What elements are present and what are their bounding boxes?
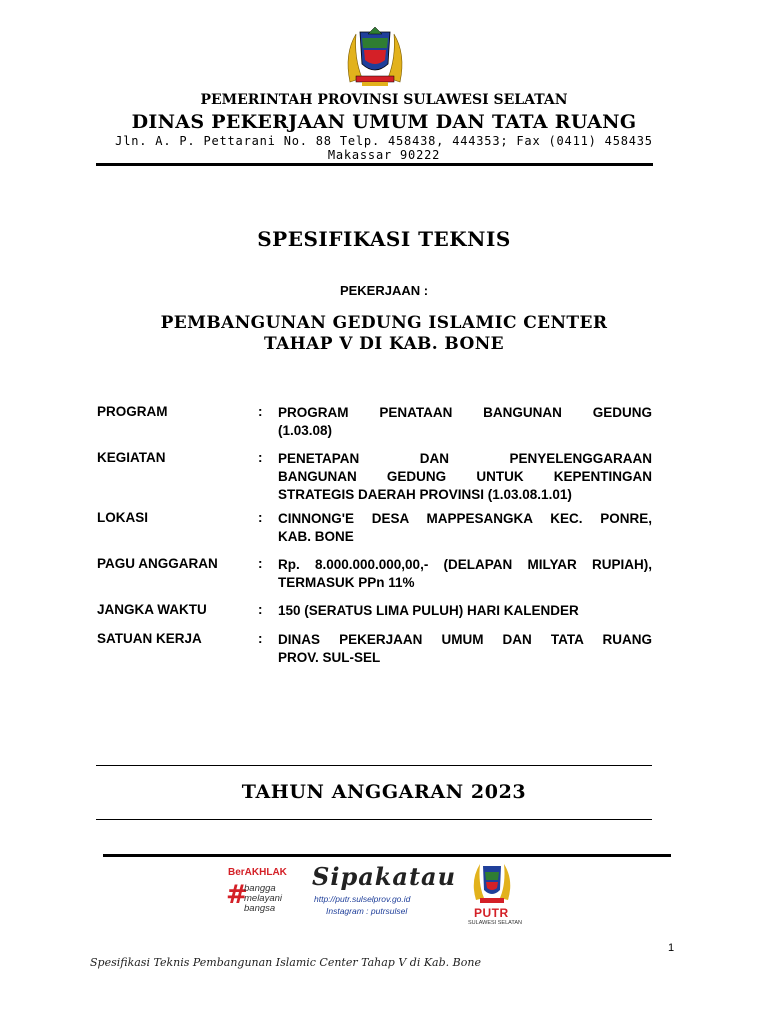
divider-top [96, 765, 652, 766]
berakhlak-logo: BerAKHLAK [228, 867, 287, 878]
bangga-line1: bangga [244, 883, 276, 894]
logo-strip [224, 862, 524, 930]
hashtag-icon: # [226, 880, 248, 910]
info-value-line: PROV. SUL-SEL [278, 650, 381, 665]
header-city: Makassar 90222 [327, 148, 441, 162]
putr-logo-text: PUTR [474, 906, 509, 920]
info-value [278, 450, 652, 504]
info-value-line: KAB. BONE [278, 529, 354, 544]
project-title-line2: TAHAP V DI KAB. BONE [263, 334, 505, 354]
header-address: Jln. A. P. Pettarani No. 88 Telp. 458438, 444353; Fax (0411) 458435 [115, 134, 653, 148]
header-agency: DINAS PEKERJAAN UMUM DAN TATA RUANG [131, 111, 637, 133]
info-label: JANGKA WAKTU [97, 602, 207, 617]
info-value-line: TERMASUK PPn 11% [278, 575, 415, 590]
info-value-line: PROGRAM PENATAAN BANGUNAN GEDUNG [278, 405, 652, 420]
sipakatau-logo: Sipakatau [312, 862, 457, 891]
info-value-line: STRATEGIS DAERAH PROVINSI (1.03.08.1.01) [278, 487, 572, 502]
header-divider [96, 163, 653, 166]
info-label: KEGIATAN [97, 450, 166, 465]
info-colon: : [258, 404, 263, 419]
info-value-line: 150 (SERATUS LIMA PULUH) HARI KALENDER [278, 603, 579, 618]
info-value [278, 404, 652, 440]
info-table [97, 404, 652, 664]
info-value-line: CINNONG'E DESA MAPPESANGKA KEC. PONRE, [278, 511, 652, 526]
info-label: PROGRAM [97, 404, 168, 419]
info-value-line: Rp. 8.000.000.000,00,- (DELAPAN MILYAR RUPIAH), [278, 557, 652, 572]
info-value [278, 631, 652, 667]
bangga-line2: melayani [244, 893, 283, 904]
info-value-line: PENETAPAN DAN PENYELENGGARAAN [278, 451, 652, 466]
info-value-line: DINAS PEKERJAAN UMUM DAN TATA RUANG [278, 632, 652, 647]
page-number: 1 [668, 942, 675, 954]
info-label: SATUAN KERJA [97, 631, 202, 646]
footer-divider [103, 854, 671, 857]
info-value [278, 602, 652, 620]
project-title-line1: PEMBANGUNAN GEDUNG ISLAMIC CENTER [160, 313, 608, 333]
header-government: PEMERINTAH PROVINSI SULAWESI SELATAN [200, 92, 568, 108]
emblem-logo [342, 24, 408, 88]
pekerjaan-label: PEKERJAAN : [339, 283, 429, 298]
document-title: SPESIFIKASI TEKNIS [257, 227, 511, 251]
info-colon: : [258, 631, 263, 646]
putr-logo-subtext: SULAWESI SELATAN [468, 920, 522, 926]
info-colon: : [258, 510, 263, 525]
info-value-line: BANGUNAN GEDUNG UNTUK KEPENTINGAN [278, 469, 652, 484]
info-value [278, 510, 652, 546]
footer-note: Spesifikasi Teknis Pembangunan Islamic Center Tahap V di Kab. Bone [90, 956, 481, 969]
instagram-handle: Instagram : putrsulsel [326, 906, 408, 916]
info-value-line: (1.03.08) [278, 423, 333, 438]
info-label: PAGU ANGGARAN [97, 556, 218, 571]
bangga-line3: bangsa [244, 903, 276, 914]
info-colon: : [258, 556, 263, 571]
putr-emblem-icon [470, 860, 514, 908]
fiscal-year: TAHUN ANGGARAN 2023 [241, 781, 527, 803]
info-colon: : [258, 602, 263, 617]
info-label: LOKASI [97, 510, 149, 525]
website-url: http://putr.sulselprov.go.id [314, 894, 411, 904]
info-value [278, 556, 652, 592]
info-colon: : [258, 450, 263, 465]
divider-bottom [96, 819, 652, 820]
